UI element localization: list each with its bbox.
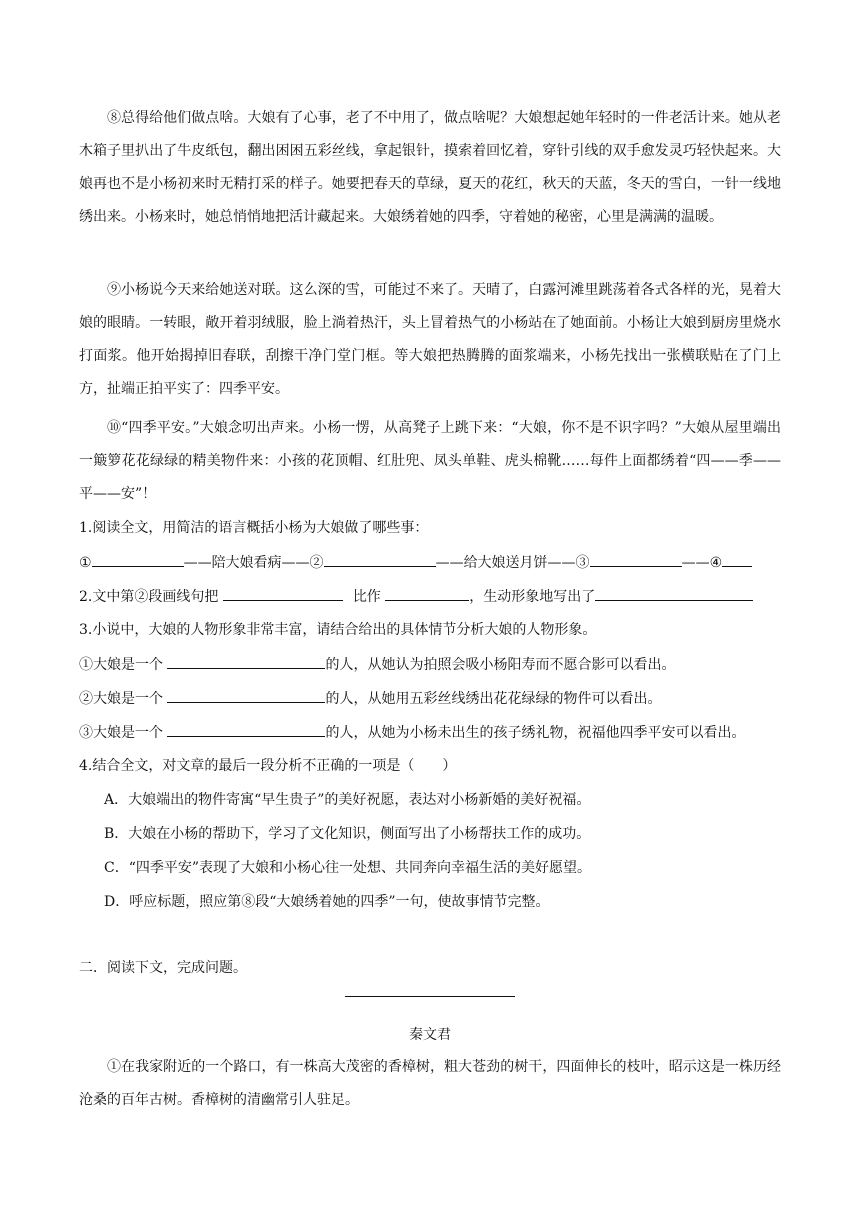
- question-2: [79, 586, 753, 607]
- question-4-prompt: 4.结合全文，对文章的最后一段分析不正确的一项是（ ）: [79, 758, 457, 774]
- q1-blank-2[interactable]: [324, 552, 436, 567]
- question-3-item-1: [79, 654, 675, 675]
- question-4-option-d[interactable]: D．呼应标题，照应第⑧段“大娘绣着她的四季”一句，使故事情节完整。: [104, 894, 550, 910]
- q1-part-4: ——④: [681, 555, 723, 571]
- q1-blank-3[interactable]: [590, 552, 682, 567]
- q2-blank-2[interactable]: [385, 586, 469, 601]
- q1-blank-1[interactable]: [92, 552, 184, 567]
- q2-blank-3[interactable]: [595, 586, 753, 601]
- section-2-heading: 二．阅读下文，完成问题。: [79, 960, 247, 976]
- question-3-prompt: 3.小说中，大娘的人物形象非常丰富，请结合给出的具体情节分析大娘的人物形象。: [79, 622, 597, 638]
- q3-blank-3[interactable]: [167, 722, 325, 737]
- paragraph-8: ⑧总得给他们做点啥。大娘有了心事，老了不中用了，做点啥呢？大娘想起她年轻时的一件老活计来。她从老木箱子里扒出了牛皮纸包，翻出困困五彩丝线，拿起银针，摸索着回忆着，穿针引线的双手愈发灵巧轻快起来。大娘再也不是小杨初来时无精打采的样子。她要把春天的草绿，夏天的花红，秋天的天蓝，冬天的雪白，一针一线地绣出来。小杨来时，她总悄悄地把活计藏起来。大娘绣着她的四季，守着她的秘密，心里是满满的温暖。: [79, 110, 781, 225]
- q1-blank-4[interactable]: [722, 552, 752, 567]
- q3-item-1-pre: ①大娘是一个: [79, 657, 168, 673]
- title-blank-line[interactable]: [345, 996, 515, 997]
- q2-part-2: 比作: [352, 589, 386, 605]
- q3-blank-1[interactable]: [167, 654, 325, 669]
- question-3-item-3: [79, 722, 745, 743]
- q1-part-2: ——陪大娘看病——②: [183, 555, 324, 571]
- author-name: 秦文君: [409, 1027, 451, 1043]
- q3-item-1-post: 的人，从她认为拍照会吸小杨阳寿而不愿合影可以看出。: [325, 657, 676, 673]
- q3-item-3-post: 的人，从她为小杨未出生的孩子绣礼物，祝福他四季平安可以看出。: [325, 725, 746, 741]
- q2-blank-1[interactable]: [223, 586, 343, 601]
- q3-blank-2[interactable]: [167, 688, 325, 703]
- paragraph-10: ⑩“四季平安。”大娘念叨出声来。小杨一愣，从高凳子上跳下来：“大娘，你不是不识字吗？”大娘从屋里端出一簸箩花花绿绿的精美物件来：小孩的花顶帽、红肚兜、凤头单鞋、虎头棉靴……每件上面都绣着“四——季——平——安”！: [79, 420, 781, 502]
- paragraph-9: ⑨小杨说今天来给她送对联。这么深的雪，可能过不来了。天晴了，白露河滩里跳荡着各式各样的光，晃着大娘的眼睛。一转眼，敞开着羽绒服，脸上淌着热汗，头上冒着热气的小杨站在了她面前。小杨让大娘到厨房里烧水打面浆。他开始揭掉旧春联，刮擦干净门堂门框。等大娘把热腾腾的面浆端来，小杨先找出一张横联贴在了门上方，扯端正拍平实了：四季平安。: [79, 282, 781, 397]
- question-3-item-2: [79, 688, 661, 709]
- question-4-option-a[interactable]: A．大娘端出的物件寄寓“早生贵子”的美好祝愿，表达对小杨新婚的美好祝福。: [104, 792, 591, 808]
- question-1-prompt: 1.阅读全文，用简洁的语言概括小杨为大娘做了哪些事：: [79, 520, 429, 536]
- question-1-answer-line: [79, 552, 752, 573]
- q1-part-1: ①: [79, 555, 92, 571]
- question-4-option-c[interactable]: C．“四季平安”表现了大娘和小杨心往一处想、共同奔向幸福生活的美好愿望。: [104, 860, 592, 876]
- q3-item-3-pre: ③大娘是一个: [79, 725, 168, 741]
- q2-part-1: 2.文中第②段画线句把: [79, 589, 223, 605]
- q3-item-2-pre: ②大娘是一个: [79, 691, 168, 707]
- q1-part-3: ——给大娘送月饼——③: [435, 555, 590, 571]
- q2-part-3: ，生动形象地写出了: [469, 589, 596, 605]
- q3-item-2-post: 的人，从她用五彩丝线绣出花花绿绿的物件可以看出。: [325, 691, 662, 707]
- section-2-paragraph-1: ①在我家附近的一个路口，有一株高大茂密的香樟树，粗大苍劲的树干，四面伸长的枝叶，昭示这是一株历经沧桑的百年古树。香樟树的清幽常引人驻足。: [79, 1059, 781, 1108]
- question-4-option-b[interactable]: B．大娘在小杨的帮助下，学习了文化知识，侧面写出了小杨帮扶工作的成功。: [104, 826, 591, 842]
